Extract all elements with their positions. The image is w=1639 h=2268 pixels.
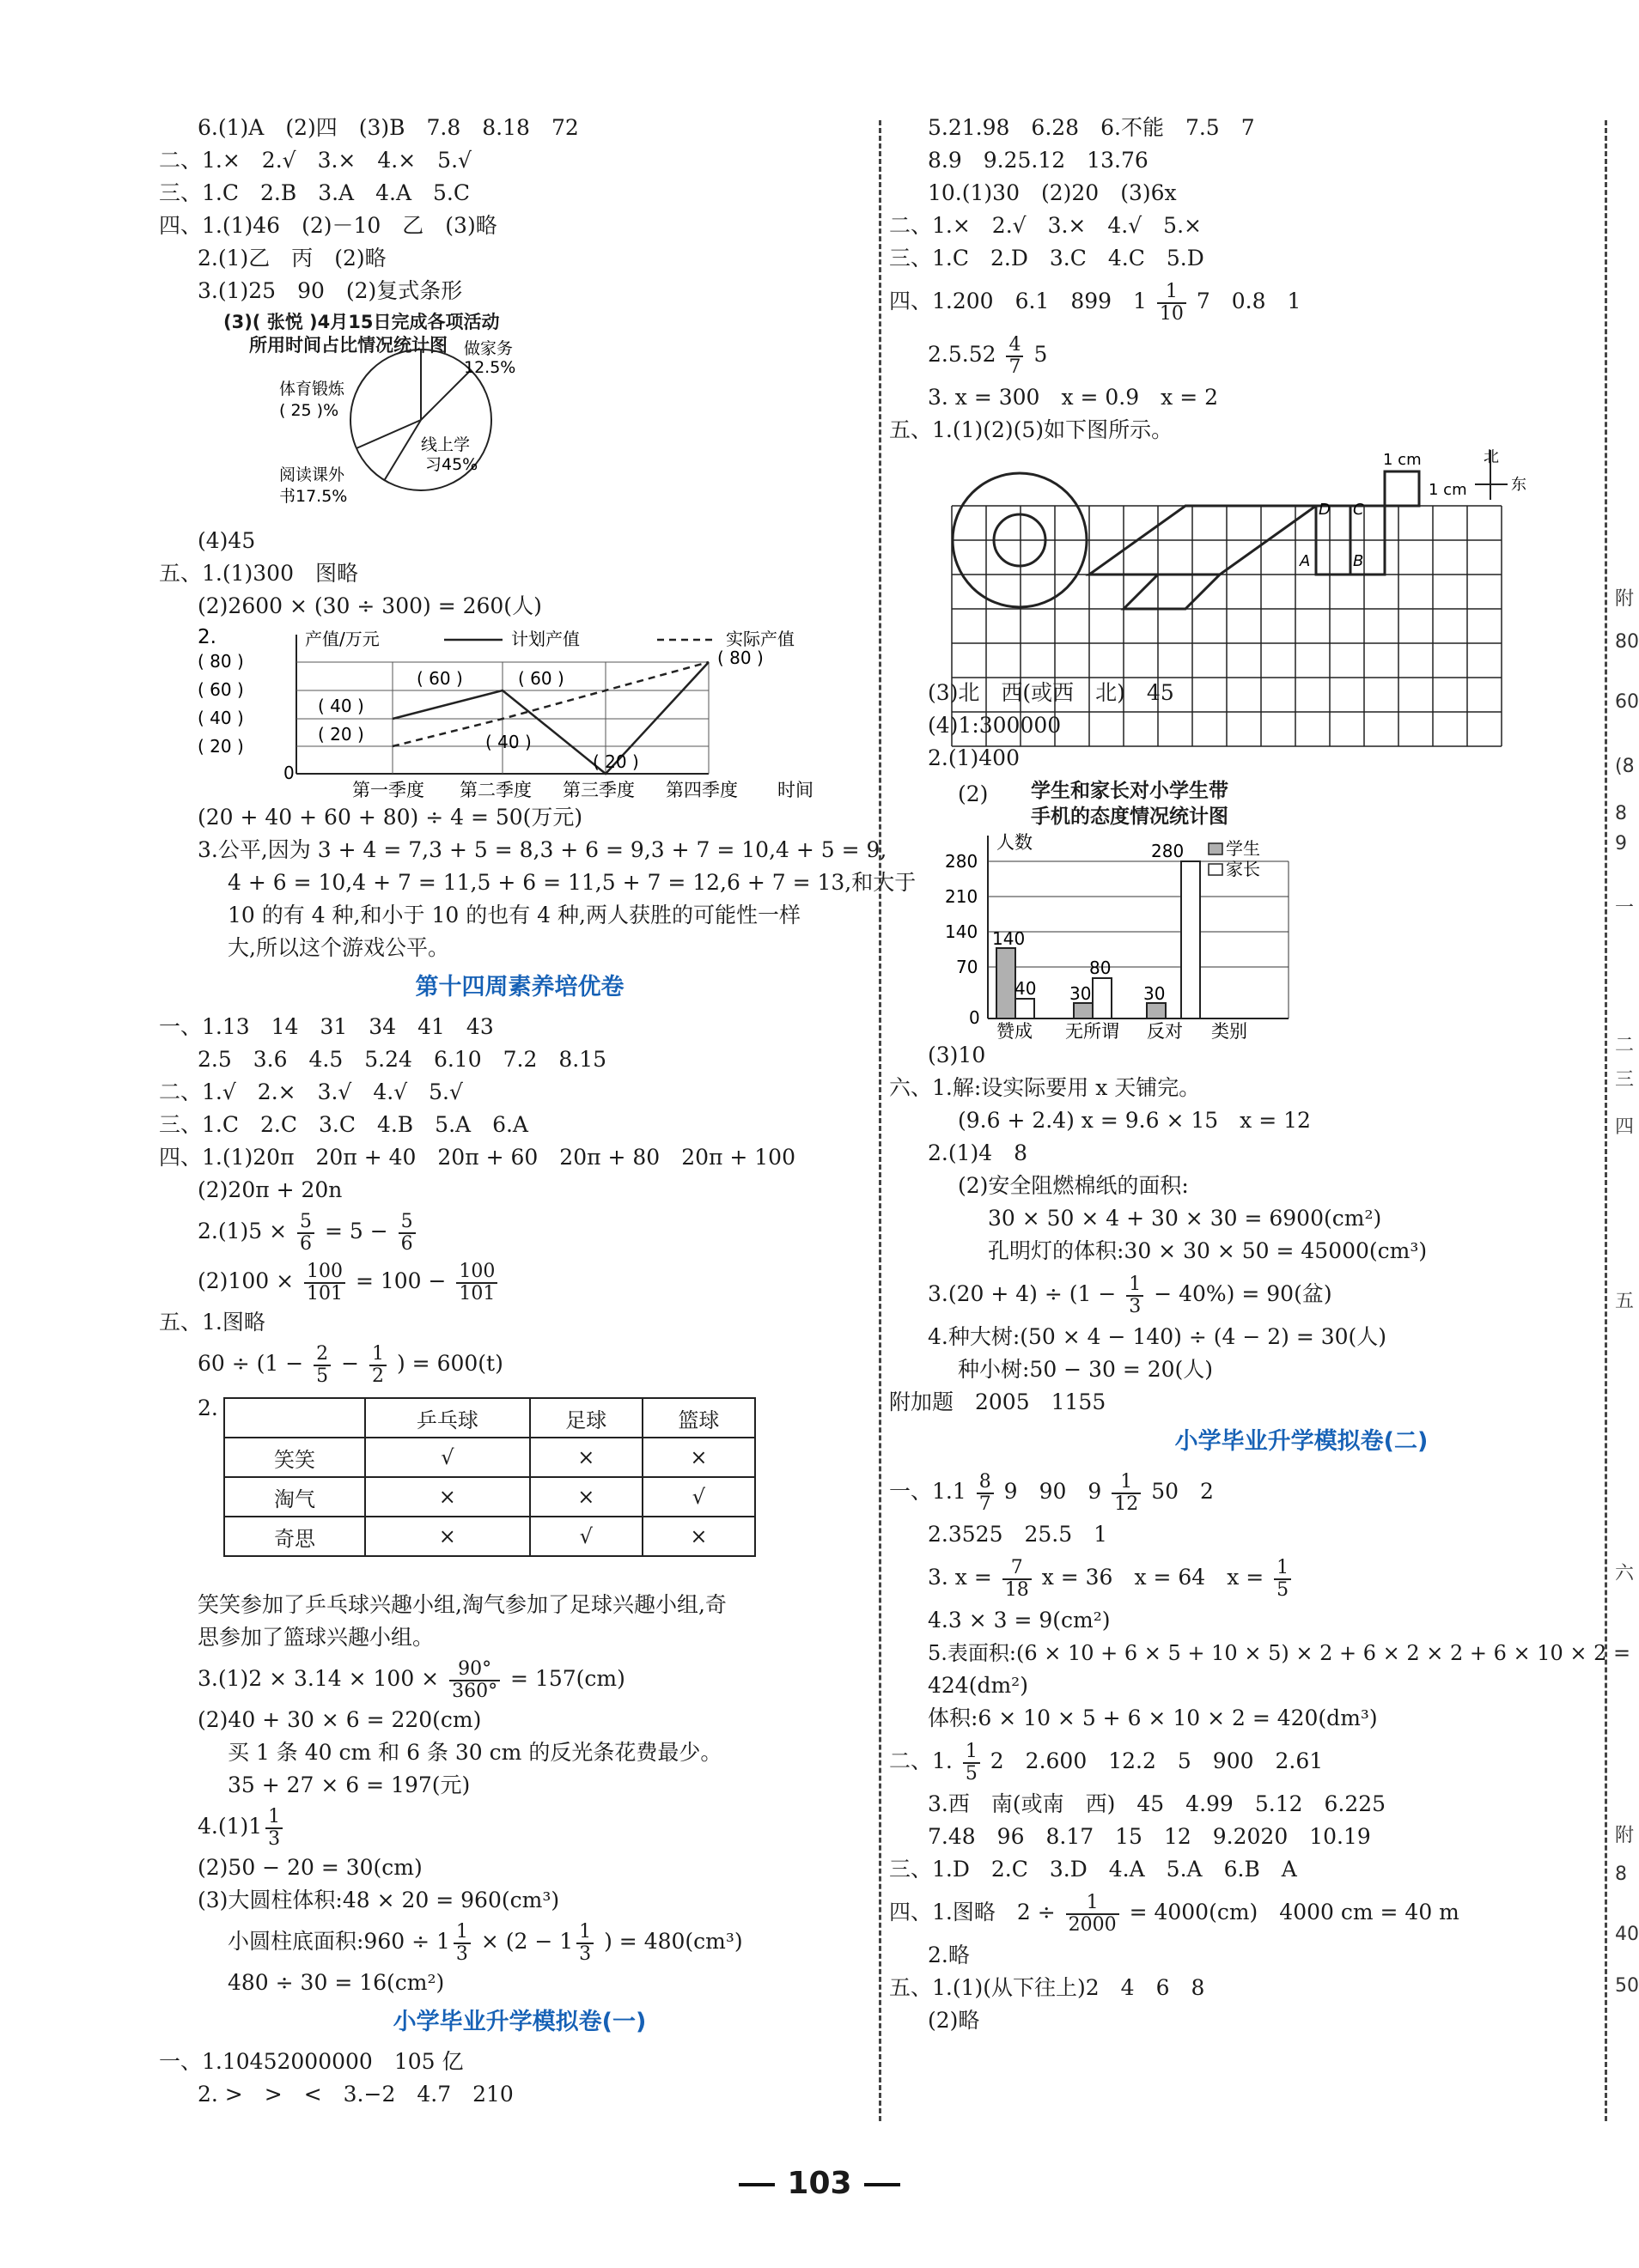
answer-line: 四、1.图略 2 ÷ $\frac{1}{2000}$ = 4000(cm) 4000 cm = 40 m (889, 1891, 1459, 1936)
answer-line: (20 + 40 + 60 + 80) ÷ 4 = 50(万元) (198, 805, 583, 830)
fraction: $\frac{1}{2}$ (369, 1344, 387, 1387)
data-label: 30 (1143, 983, 1166, 1004)
section-title: 第十四周素养培优卷 (415, 974, 625, 1000)
data-label: ( 80 ) (717, 648, 764, 668)
page-number: 103 (0, 2166, 1639, 2201)
answer-line: 思参加了篮球兴趣小组。 (198, 1625, 435, 1650)
fraction: $\frac{8}{7}$ (977, 1472, 994, 1515)
edge-text: 8 (1615, 1864, 1627, 1885)
parallelogram-bottom (1124, 575, 1220, 609)
compass-north: 北 (1484, 448, 1499, 466)
left-column (159, 112, 917, 2111)
fraction: $\frac{1}{3}$ (576, 1922, 594, 1965)
legend-students: 学生 (1226, 838, 1260, 859)
answer-line: 种小树:50 − 30 = 20(人) (958, 1357, 1214, 1382)
x-axis-label: 类别 (1211, 1021, 1247, 1042)
data-label: ( 40 ) (485, 732, 532, 752)
fraction: $\frac{1}{3}$ (265, 1807, 283, 1850)
line-chart (159, 626, 863, 798)
pie-slice-edge (384, 420, 421, 481)
data-label: 40 (1014, 978, 1037, 999)
answer-line: 4.3 × 3 = 9(cm²) (928, 1608, 1111, 1633)
fraction: $\frac{1}{5}$ (1274, 1558, 1291, 1601)
answer-line: 2. > > < 3.−2 4.7 210 (198, 2082, 514, 2107)
answer-line: 三、1.D 2.C 3.D 4.A 5.A 6.B A (889, 1857, 1297, 1882)
pie-label: 做家务 (464, 339, 514, 358)
y-tick-label: ( 40 ) (198, 708, 244, 728)
answer-line: 480 ÷ 30 = 16(cm²) (228, 1970, 445, 1995)
answer-line: (9.6 + 2.4) x = 9.6 × 15 x = 12 (958, 1108, 1311, 1133)
fraction: $\frac{1}{3}$ (454, 1922, 471, 1965)
answer-line: 二、1. $\frac{1}{5}$ 2 2.600 12.2 5 900 2.61 (889, 1740, 1324, 1785)
legend-plan: 计划产值 (511, 629, 580, 649)
answer-line: (2)略 (928, 2008, 980, 2033)
answer-line: 四、1.(1)46 (2)－10 乙 (3)略 (159, 213, 497, 238)
answer-line: 二、1.× 2.√ 3.× 4.√ 5.× (889, 213, 1202, 238)
answer-line: 2.(1)5 × $\frac{5}{6}$ = 5 − $\frac{5}{6}$ (159, 1207, 880, 1256)
pie-label: 12.5% (464, 358, 516, 377)
interest-table (223, 1397, 756, 1557)
answer-line: 买 1 条 40 cm 和 6 条 30 cm 的反光条花费最少。 (228, 1740, 722, 1765)
answer-line: 孔明灯的体积:30 × 30 × 50 = 45000(cm³) (988, 1238, 1428, 1263)
answer-line: 5.21.98 6.28 6.不能 7.5 7 (928, 115, 1255, 140)
edge-text: (8 (1615, 756, 1635, 777)
grid-drawing (889, 450, 1576, 673)
pie-label: 线上学 (421, 435, 471, 454)
answer-line: 2.5.52 $\frac{4}{7}$ 5 (928, 333, 1048, 378)
pie-slice-edge (356, 420, 421, 448)
answer-line: (2)20π + 20n (198, 1177, 343, 1202)
edge-text: 四 (1615, 1116, 1635, 1138)
answer-line: (2)50 − 20 = 30(cm) (198, 1855, 423, 1880)
answer-line: 424(dm²) (928, 1673, 1028, 1698)
answer-line: 二、1.× 2.√ 3.× 4.× 5.√ (159, 148, 472, 173)
answer-line: (4)45 (198, 528, 256, 553)
answer-line: 三、1.C 2.C 3.C 4.B 5.A 6.A (159, 1112, 528, 1137)
point-label-a: A (1300, 552, 1311, 570)
answer-line: 附加题 2005 1155 (889, 1389, 1106, 1414)
data-label: ( 60 ) (417, 668, 463, 689)
y-tick-label: 140 (945, 921, 978, 942)
edge-text: 六 (1615, 1563, 1635, 1584)
data-label: 140 (992, 928, 1026, 949)
edge-text: 五 (1615, 1291, 1635, 1312)
edge-text: 80 (1615, 631, 1639, 653)
data-label: ( 20 ) (593, 751, 639, 772)
grid-figure (889, 450, 1593, 673)
answer-line: 体积:6 × 10 × 5 + 6 × 10 × 2 = 420(dm³) (928, 1706, 1378, 1730)
pie-label: ( 25 )% (279, 401, 339, 420)
y-tick-label: 280 (945, 851, 978, 872)
answer-line: 3. x = $\frac{7}{18}$ x = 36 x = 64 x = $\frac{1}{5}$ (889, 1551, 1593, 1604)
fraction: $\frac{1}{10}$ (1157, 282, 1186, 325)
bar-chart-figure (889, 778, 1593, 1042)
answer-line: 2.略 (928, 1943, 970, 1967)
x-axis-label: 时间 (777, 780, 813, 800)
point-label-b: B (1353, 552, 1364, 570)
edge-text: 附 (1615, 588, 1635, 610)
right-edge-divider (1605, 120, 1607, 2121)
edge-text: 40 (1615, 1924, 1639, 1945)
answer-line: 五、1.(1)300 图略 (159, 561, 358, 586)
fraction: $\frac{5}{6}$ (297, 1212, 314, 1255)
answer-line: 二、1.√ 2.× 3.√ 4.√ 5.√ (159, 1079, 463, 1104)
pie-label: 体育锻炼 (279, 380, 345, 398)
fraction: $\frac{1}{2000}$ (1066, 1893, 1119, 1936)
x-tick-label: 无所谓 (1065, 1021, 1119, 1042)
answer-line: (2)2600 × (30 ÷ 300) = 260(人) (198, 593, 542, 618)
answer-line: 3.公平,因为 3 + 4 = 7,3 + 5 = 8,3 + 6 = 9,3 + 7 = 10,4 + 5 = 9, (198, 837, 887, 862)
question-number: 2. (198, 626, 216, 648)
answer-line: 三、1.C 2.B 3.A 4.A 5.C (159, 180, 471, 205)
fraction: $\frac{7}{18}$ (1002, 1558, 1032, 1601)
data-label: ( 60 ) (518, 668, 564, 689)
answer-line: 4 + 6 = 10,4 + 7 = 11,5 + 6 = 11,5 + 7 = 12,6 + 7 = 13,和大于 (228, 870, 917, 895)
answer-line: 8.9 9.25.12 13.76 (928, 148, 1149, 173)
fraction: $\frac{5}{6}$ (399, 1212, 416, 1255)
y-tick-label: ( 20 ) (198, 736, 244, 757)
section-title: 小学毕业升学模拟卷(一) (393, 2009, 647, 2035)
answer-line: 6.(1)A (2)四 (3)B 7.8 8.18 72 (198, 115, 579, 140)
answer-line: 三、1.C 2.D 3.C 4.C 5.D (889, 246, 1204, 271)
y-tick-label: ( 60 ) (198, 679, 244, 700)
answer-line: 2.5 3.6 4.5 5.24 6.10 7.2 8.15 (198, 1047, 607, 1072)
fraction: $\frac{4}{7}$ (1006, 335, 1023, 378)
fraction: $\frac{1}{12}$ (1112, 1472, 1141, 1515)
answer-line: 10 的有 4 种,和小于 10 的也有 4 种,两人获胜的可能性一样 (228, 903, 801, 927)
data-label: ( 20 ) (318, 724, 364, 745)
pie-label: 习45% (425, 455, 478, 474)
answer-line: 60 ÷ (1 − $\frac{2}{5}$ − $\frac{1}{2}$ ) = 600(t) (198, 1342, 503, 1387)
fraction: $\frac{2}{5}$ (314, 1344, 331, 1387)
answer-line: (2)安全阻燃棉纸的面积: (958, 1173, 1189, 1198)
y-tick-label: 210 (945, 886, 978, 907)
legend-actual: 实际产值 (726, 629, 795, 649)
pie-caption: (3)( 张悦 )4月15日完成各项活动 (223, 312, 500, 332)
answer-line: 四、1.(1)20π 20π + 40 20π + 60 20π + 80 20π + 100 (159, 1145, 795, 1170)
pie-slice-edge (421, 370, 471, 420)
answer-line: 一、1.1 $\frac{8}{7}$ 9 90 9 $\frac{1}{12}$ 50 2 (889, 1470, 1214, 1515)
legend-students-swatch (1209, 843, 1222, 854)
answer-line: 2.3525 25.5 1 (928, 1522, 1108, 1547)
edge-text: 60 (1615, 691, 1639, 713)
point-label-d: D (1319, 501, 1331, 519)
answer-line: 3. x = 300 x = 0.9 x = 2 (928, 385, 1219, 410)
answer-line: 2.(1)400 (928, 745, 1020, 770)
answer-line: 小圆柱底面积:960 ÷ 1 $\frac{1}{3}$ × (2 − 1 $\frac{1}{3}$ ) = 480(cm³) (228, 1920, 743, 1965)
answer-line: (2)40 + 30 × 6 = 220(cm) (198, 1707, 482, 1732)
point-label-c: C (1353, 501, 1364, 519)
bar-parents-oppose (1181, 861, 1200, 1018)
x-tick-label: 赞成 (996, 1021, 1033, 1042)
edge-text: 8 (1615, 803, 1627, 824)
answer-line: (3)10 (928, 1043, 986, 1067)
answer-line: 2.(1)乙 丙 (2)略 (198, 246, 387, 271)
data-label: ( 40 ) (318, 696, 364, 716)
fraction: $\frac{90^\circ}{360^\circ}$ (449, 1659, 500, 1702)
answer-line: 4.种大树:(50 × 4 − 140) ÷ (4 − 2) = 30(人) (928, 1324, 1387, 1349)
edge-text: 二 (1615, 1035, 1635, 1056)
x-tick-label: 第三季度 (563, 780, 635, 800)
question-number: (2) (958, 781, 989, 806)
x-tick-label: 第二季度 (460, 780, 532, 800)
y-tick-label: 70 (956, 957, 978, 977)
answer-line: 笑笑参加了乒乓球兴趣小组,淘气参加了足球兴趣小组,奇 (198, 1592, 727, 1617)
compass-east: 东 (1511, 476, 1526, 494)
fraction: $\frac{1}{5}$ (963, 1742, 980, 1785)
bar-caption: 学生和家长对小学生带 手机的态度情况统计图 (1031, 780, 1228, 828)
interest-table-figure (159, 1392, 880, 1585)
unit-square (1385, 471, 1419, 506)
legend-parents-swatch (1209, 864, 1222, 875)
right-column (889, 112, 1631, 2037)
bar-chart (889, 831, 1508, 1042)
answer-line: 大,所以这个游戏公平。 (228, 935, 449, 960)
table-row: 淘气 × × √ (224, 1477, 755, 1517)
edge-text: 9 (1615, 833, 1627, 854)
fraction: $\frac{100}{101}$ (304, 1262, 345, 1304)
answer-line: 10.(1)30 (2)20 (3)6x (928, 180, 1177, 205)
x-tick-label: 反对 (1147, 1021, 1183, 1042)
edge-text: 三 (1615, 1069, 1635, 1091)
answer-line: 一、1.10452000000 105 亿 (159, 2049, 464, 2074)
answer-line: (2)100 × $\frac{100}{101}$ = 100 − $\frac{100}{101}$ (159, 1256, 880, 1306)
edge-text: 50 (1615, 1975, 1639, 1997)
scale-label: 1 cm (1383, 451, 1422, 469)
data-label: 80 (1089, 958, 1112, 978)
answer-line: 3.西 南(或南 西) 45 4.99 5.12 6.225 (928, 1791, 1386, 1816)
y-axis-label: 人数 (996, 832, 1033, 853)
pie-label: 书17.5% (279, 487, 348, 506)
pie-chart-figure (159, 311, 880, 521)
answer-line: 5.表面积:(6 × 10 + 6 × 5 + 10 × 5) × 2 + 6 × 2 × 2 + 6 × 10 × 2 = (928, 1641, 1631, 1665)
answer-line: 3.(1)2 × 3.14 × 100 × $\frac{90^\circ}{360^\circ}$ = 157(cm) (198, 1657, 625, 1702)
table-row: 奇思 × √ × (224, 1517, 755, 1556)
data-label: 30 (1069, 983, 1092, 1004)
answer-line: (3)北 西(或西 北) 45 (928, 680, 1174, 705)
answer-line: (4)1:300000 (928, 713, 1062, 738)
table-header-row: 乒乓球 足球 篮球 (224, 1398, 755, 1438)
fraction: $\frac{1}{3}$ (1126, 1274, 1143, 1317)
edge-text: 一 (1615, 897, 1635, 919)
y-tick-label: 0 (283, 763, 295, 783)
answer-line: 30 × 50 × 4 + 30 × 30 = 6900(cm²) (988, 1206, 1382, 1231)
table-row: 笑笑 √ × × (224, 1438, 755, 1477)
section-title: 小学毕业升学模拟卷(二) (1174, 1428, 1429, 1455)
data-label: 280 (1151, 841, 1185, 861)
question-number: 2. (198, 1395, 218, 1420)
x-tick-label: 第四季度 (666, 780, 738, 800)
edge-text: 附 (1615, 1825, 1635, 1846)
y-tick-label: 0 (969, 1007, 980, 1028)
bar-parents-approve (1015, 999, 1034, 1018)
pie-caption: 所用时间占比情况统计图 (249, 335, 448, 356)
scale-label: 1 cm (1429, 481, 1467, 499)
answer-line: 3.(1)25 90 (2)复式条形 (198, 278, 463, 303)
fraction: $\frac{100}{101}$ (456, 1262, 497, 1304)
answer-line: 2.(1)4 8 (928, 1140, 1028, 1165)
answer-line: (3)大圆柱体积:48 × 20 = 960(cm³) (198, 1888, 560, 1912)
answer-line: 7.48 96 8.17 15 12 9.2020 10.19 (928, 1824, 1371, 1849)
bar-students-oppose (1147, 1003, 1166, 1018)
answer-line: 四、1.200 6.1 899 1 $\frac{1}{10}$ 7 0.8 1 (889, 280, 1301, 325)
x-tick-label: 第一季度 (352, 780, 424, 800)
answer-line: 五、1.(1)(从下往上)2 4 6 8 (889, 1975, 1205, 2000)
y-tick-label: ( 80 ) (198, 651, 244, 672)
legend-parents: 家长 (1226, 859, 1260, 879)
answer-line: 五、1.(1)(2)(5)如下图所示。 (889, 417, 1173, 442)
bar-parents-indifferent (1093, 978, 1112, 1018)
bar-students-indifferent (1074, 1003, 1093, 1018)
answer-line: 五、1.图略 (159, 1310, 265, 1335)
answer-line: 六、1.解:设实际要用 x 天铺完。 (889, 1075, 1201, 1100)
bar-students-approve (996, 948, 1015, 1018)
answer-line: 4.(1)1 $\frac{1}{3}$ (159, 1802, 880, 1851)
line-chart-figure (159, 626, 880, 798)
pie-label: 阅读课外 (279, 465, 345, 484)
answer-line: 一、1.13 14 31 34 41 43 (159, 1014, 494, 1039)
answer-line: 3.(20 + 4) ÷ (1 − $\frac{1}{3}$ − 40%) = 90(盆) (928, 1273, 1332, 1317)
answer-line: 35 + 27 × 6 = 197(元) (228, 1772, 471, 1797)
y-axis-label: 产值/万元 (305, 629, 380, 649)
